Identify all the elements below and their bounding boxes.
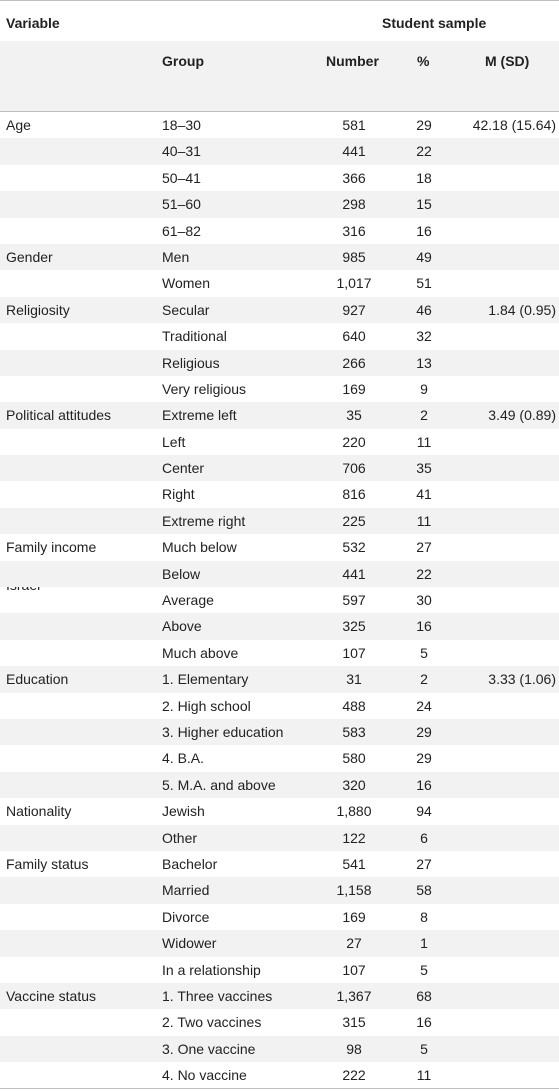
row-number: 580 <box>342 750 366 767</box>
row-percent: 30 <box>416 592 432 609</box>
row-variable: Family status <box>6 855 89 872</box>
table-row <box>0 904 559 930</box>
row-group: Traditional <box>162 328 227 345</box>
row-number: 107 <box>342 644 366 661</box>
row-number: 441 <box>342 565 366 582</box>
row-msd <box>452 270 556 296</box>
row-msd <box>452 165 556 191</box>
row-msd <box>452 508 556 534</box>
row-group: Widower <box>162 935 217 952</box>
table-row <box>0 165 559 191</box>
row-group: 1. Elementary <box>162 671 249 688</box>
row-percent: 49 <box>416 248 432 265</box>
row-variable: Family income <box>6 539 97 556</box>
table-row <box>0 772 559 798</box>
row-number: 706 <box>342 460 366 477</box>
row-msd <box>452 640 556 666</box>
row-group: Bachelor <box>162 855 218 872</box>
row-percent: 5 <box>420 644 428 661</box>
row-percent: 5 <box>420 1040 428 1057</box>
row-number: 298 <box>342 196 366 213</box>
row-number: 488 <box>342 697 366 714</box>
row-percent: 11 <box>416 512 432 529</box>
table-row <box>0 851 559 877</box>
row-msd <box>452 904 556 930</box>
row-msd <box>452 693 556 719</box>
table-row <box>0 455 559 481</box>
row-msd: 3.33 (1.06) <box>488 671 556 688</box>
row-percent: 29 <box>416 723 432 740</box>
row-msd: 3.49 (0.89) <box>488 407 556 424</box>
row-group: 18–30 <box>162 117 201 133</box>
row-group: Religious <box>162 354 220 371</box>
table-row <box>0 244 559 270</box>
row-msd <box>452 930 556 956</box>
row-msd <box>452 745 556 771</box>
row-number: 532 <box>342 539 366 556</box>
row-group: 3. One vaccine <box>162 1040 256 1057</box>
row-percent: 13 <box>416 354 432 371</box>
table-header <box>0 0 559 112</box>
table-row <box>0 534 559 560</box>
table-row <box>0 218 559 244</box>
row-group: Much above <box>162 644 239 661</box>
row-percent: 51 <box>416 275 432 292</box>
row-number: 1,367 <box>336 987 372 1004</box>
row-msd <box>452 851 556 877</box>
row-percent: 68 <box>416 987 432 1004</box>
row-group: 2. High school <box>162 697 251 714</box>
header-number: Number <box>326 53 379 69</box>
row-percent: 22 <box>416 143 432 160</box>
row-group: Above <box>162 618 202 635</box>
row-percent: 22 <box>416 565 432 582</box>
row-msd <box>452 772 556 798</box>
row-msd <box>452 877 556 903</box>
row-percent: 16 <box>416 1014 432 1031</box>
row-group: Men <box>162 248 190 265</box>
table-row <box>0 561 559 587</box>
row-percent: 46 <box>416 301 432 318</box>
header-msd: M (SD) <box>485 53 530 69</box>
row-msd <box>452 376 556 402</box>
row-number: 169 <box>342 908 366 925</box>
row-variable: Age <box>6 117 31 133</box>
row-msd <box>452 323 556 349</box>
row-number: 320 <box>342 776 366 793</box>
row-percent: 2 <box>420 407 428 424</box>
table-row <box>0 930 559 956</box>
row-group: Extreme right <box>162 512 246 529</box>
row-number: 31 <box>346 671 362 688</box>
header-percent: % <box>417 53 430 69</box>
row-number: 266 <box>342 354 366 371</box>
table-row <box>0 825 559 851</box>
row-msd <box>452 218 556 244</box>
row-number: 581 <box>342 117 366 133</box>
table-row <box>0 323 559 349</box>
row-percent: 16 <box>416 222 432 239</box>
row-number: 927 <box>342 301 366 318</box>
row-number: 35 <box>346 407 362 424</box>
row-percent: 2 <box>420 671 428 688</box>
row-number: 1,158 <box>336 882 372 899</box>
row-percent: 15 <box>416 196 432 213</box>
row-number: 169 <box>342 380 366 397</box>
row-msd <box>452 1036 556 1062</box>
row-number: 27 <box>346 935 362 952</box>
row-percent: 29 <box>416 750 432 767</box>
row-msd <box>452 244 556 270</box>
row-msd <box>452 534 556 560</box>
row-percent: 27 <box>416 539 432 556</box>
row-group: Very religious <box>162 380 247 397</box>
row-percent: 94 <box>416 803 432 820</box>
row-group: 61–82 <box>162 222 201 239</box>
row-number: 1,880 <box>336 803 372 820</box>
row-percent: 18 <box>416 169 432 186</box>
table-row <box>0 508 559 534</box>
row-percent: 32 <box>416 328 432 345</box>
row-msd <box>452 719 556 745</box>
row-msd <box>452 191 556 217</box>
row-percent: 29 <box>416 117 432 133</box>
table-row <box>0 112 559 138</box>
row-number: 316 <box>342 222 366 239</box>
row-group: Center <box>162 460 205 477</box>
row-msd <box>452 561 556 587</box>
table-row <box>0 613 559 639</box>
table-row <box>0 1062 559 1088</box>
row-msd <box>452 587 556 613</box>
table-row <box>0 350 559 376</box>
table-row <box>0 1036 559 1062</box>
table-row <box>0 376 559 402</box>
row-number: 315 <box>342 1014 366 1031</box>
row-variable <box>6 1066 156 1092</box>
row-number: 220 <box>342 433 366 450</box>
row-group: 4. B.A. <box>162 750 205 767</box>
row-msd <box>452 138 556 164</box>
header-variable: Variable <box>6 15 60 31</box>
row-msd <box>452 983 556 1009</box>
row-percent: 41 <box>416 486 432 503</box>
row-percent: 16 <box>416 776 432 793</box>
row-group: 4. No vaccine <box>162 1067 247 1084</box>
row-group: Other <box>162 829 198 846</box>
row-group: Right <box>162 486 195 503</box>
row-number: 325 <box>342 618 366 635</box>
table-row <box>0 640 559 666</box>
row-group: Married <box>162 882 210 899</box>
row-group: 40–31 <box>162 143 201 160</box>
row-percent: 24 <box>416 697 432 714</box>
table-row <box>0 402 559 428</box>
row-msd <box>452 798 556 824</box>
table-row <box>0 429 559 455</box>
row-msd <box>452 455 556 481</box>
row-number: 1,017 <box>336 275 372 292</box>
row-group: 50–41 <box>162 169 201 186</box>
table-body <box>0 112 559 1089</box>
row-number: 366 <box>342 169 366 186</box>
row-number: 816 <box>342 486 366 503</box>
row-number: 98 <box>346 1040 362 1057</box>
row-group: Extreme left <box>162 407 237 424</box>
row-group: 2. Two vaccines <box>162 1014 262 1031</box>
row-msd <box>452 825 556 851</box>
table-row <box>0 745 559 771</box>
row-msd: 42.18 (15.64) <box>472 117 556 133</box>
row-variable: Nationality <box>6 803 72 820</box>
row-percent: 5 <box>420 961 428 978</box>
table-row <box>0 877 559 903</box>
row-msd <box>452 481 556 507</box>
row-msd: 1.84 (0.95) <box>488 301 556 318</box>
row-number: 107 <box>342 961 366 978</box>
row-variable: Education <box>6 671 69 688</box>
row-group: 3. Higher education <box>162 723 284 740</box>
row-group: Left <box>162 433 186 450</box>
table-row <box>0 587 559 613</box>
row-group: Much below <box>162 539 237 556</box>
table-row <box>0 983 559 1009</box>
row-percent: 8 <box>420 908 428 925</box>
row-msd <box>452 429 556 455</box>
header-band <box>0 41 559 111</box>
row-group: 51–60 <box>162 196 201 213</box>
header-group: Group <box>162 53 204 69</box>
table-row <box>0 666 559 692</box>
row-percent: 11 <box>416 433 432 450</box>
row-group: 1. Three vaccines <box>162 987 273 1004</box>
row-number: 541 <box>342 855 366 872</box>
row-number: 225 <box>342 512 366 529</box>
row-msd <box>452 1009 556 1035</box>
table-row <box>0 270 559 296</box>
table-row <box>0 297 559 323</box>
row-variable: Vaccine status <box>6 987 97 1004</box>
row-percent: 16 <box>416 618 432 635</box>
row-msd <box>452 350 556 376</box>
header-student-sample: Student sample <box>382 15 487 31</box>
row-percent: 58 <box>416 882 432 899</box>
row-number: 985 <box>342 248 366 265</box>
table-row <box>0 957 559 983</box>
row-group: Average <box>162 592 214 609</box>
row-number: 122 <box>342 829 366 846</box>
table-row <box>0 693 559 719</box>
row-number: 597 <box>342 592 366 609</box>
table-row <box>0 481 559 507</box>
row-number: 583 <box>342 723 366 740</box>
row-group: 5. M.A. and above <box>162 776 276 793</box>
row-number: 640 <box>342 328 366 345</box>
row-number: 222 <box>342 1067 366 1084</box>
row-percent: 1 <box>420 935 428 952</box>
row-group: Jewish <box>162 803 205 820</box>
table-row <box>0 798 559 824</box>
row-msd <box>452 1062 556 1088</box>
row-msd <box>452 613 556 639</box>
row-variable: Political attitudes <box>6 407 112 424</box>
row-variable: Gender <box>6 248 53 265</box>
row-group: In a relationship <box>162 961 261 978</box>
row-variable: Religiosity <box>6 301 70 318</box>
table-row <box>0 138 559 164</box>
row-percent: 11 <box>416 1067 432 1084</box>
table-row <box>0 1009 559 1035</box>
row-group: Below <box>162 565 201 582</box>
row-percent: 6 <box>420 829 428 846</box>
row-group: Divorce <box>162 908 210 925</box>
row-percent: 35 <box>416 460 432 477</box>
row-percent: 27 <box>416 855 432 872</box>
table-row <box>0 191 559 217</box>
row-group: Women <box>162 275 210 292</box>
row-msd <box>452 957 556 983</box>
row-number: 441 <box>342 143 366 160</box>
table-row <box>0 719 559 745</box>
row-percent: 9 <box>420 380 428 397</box>
row-group: Secular <box>162 301 210 318</box>
